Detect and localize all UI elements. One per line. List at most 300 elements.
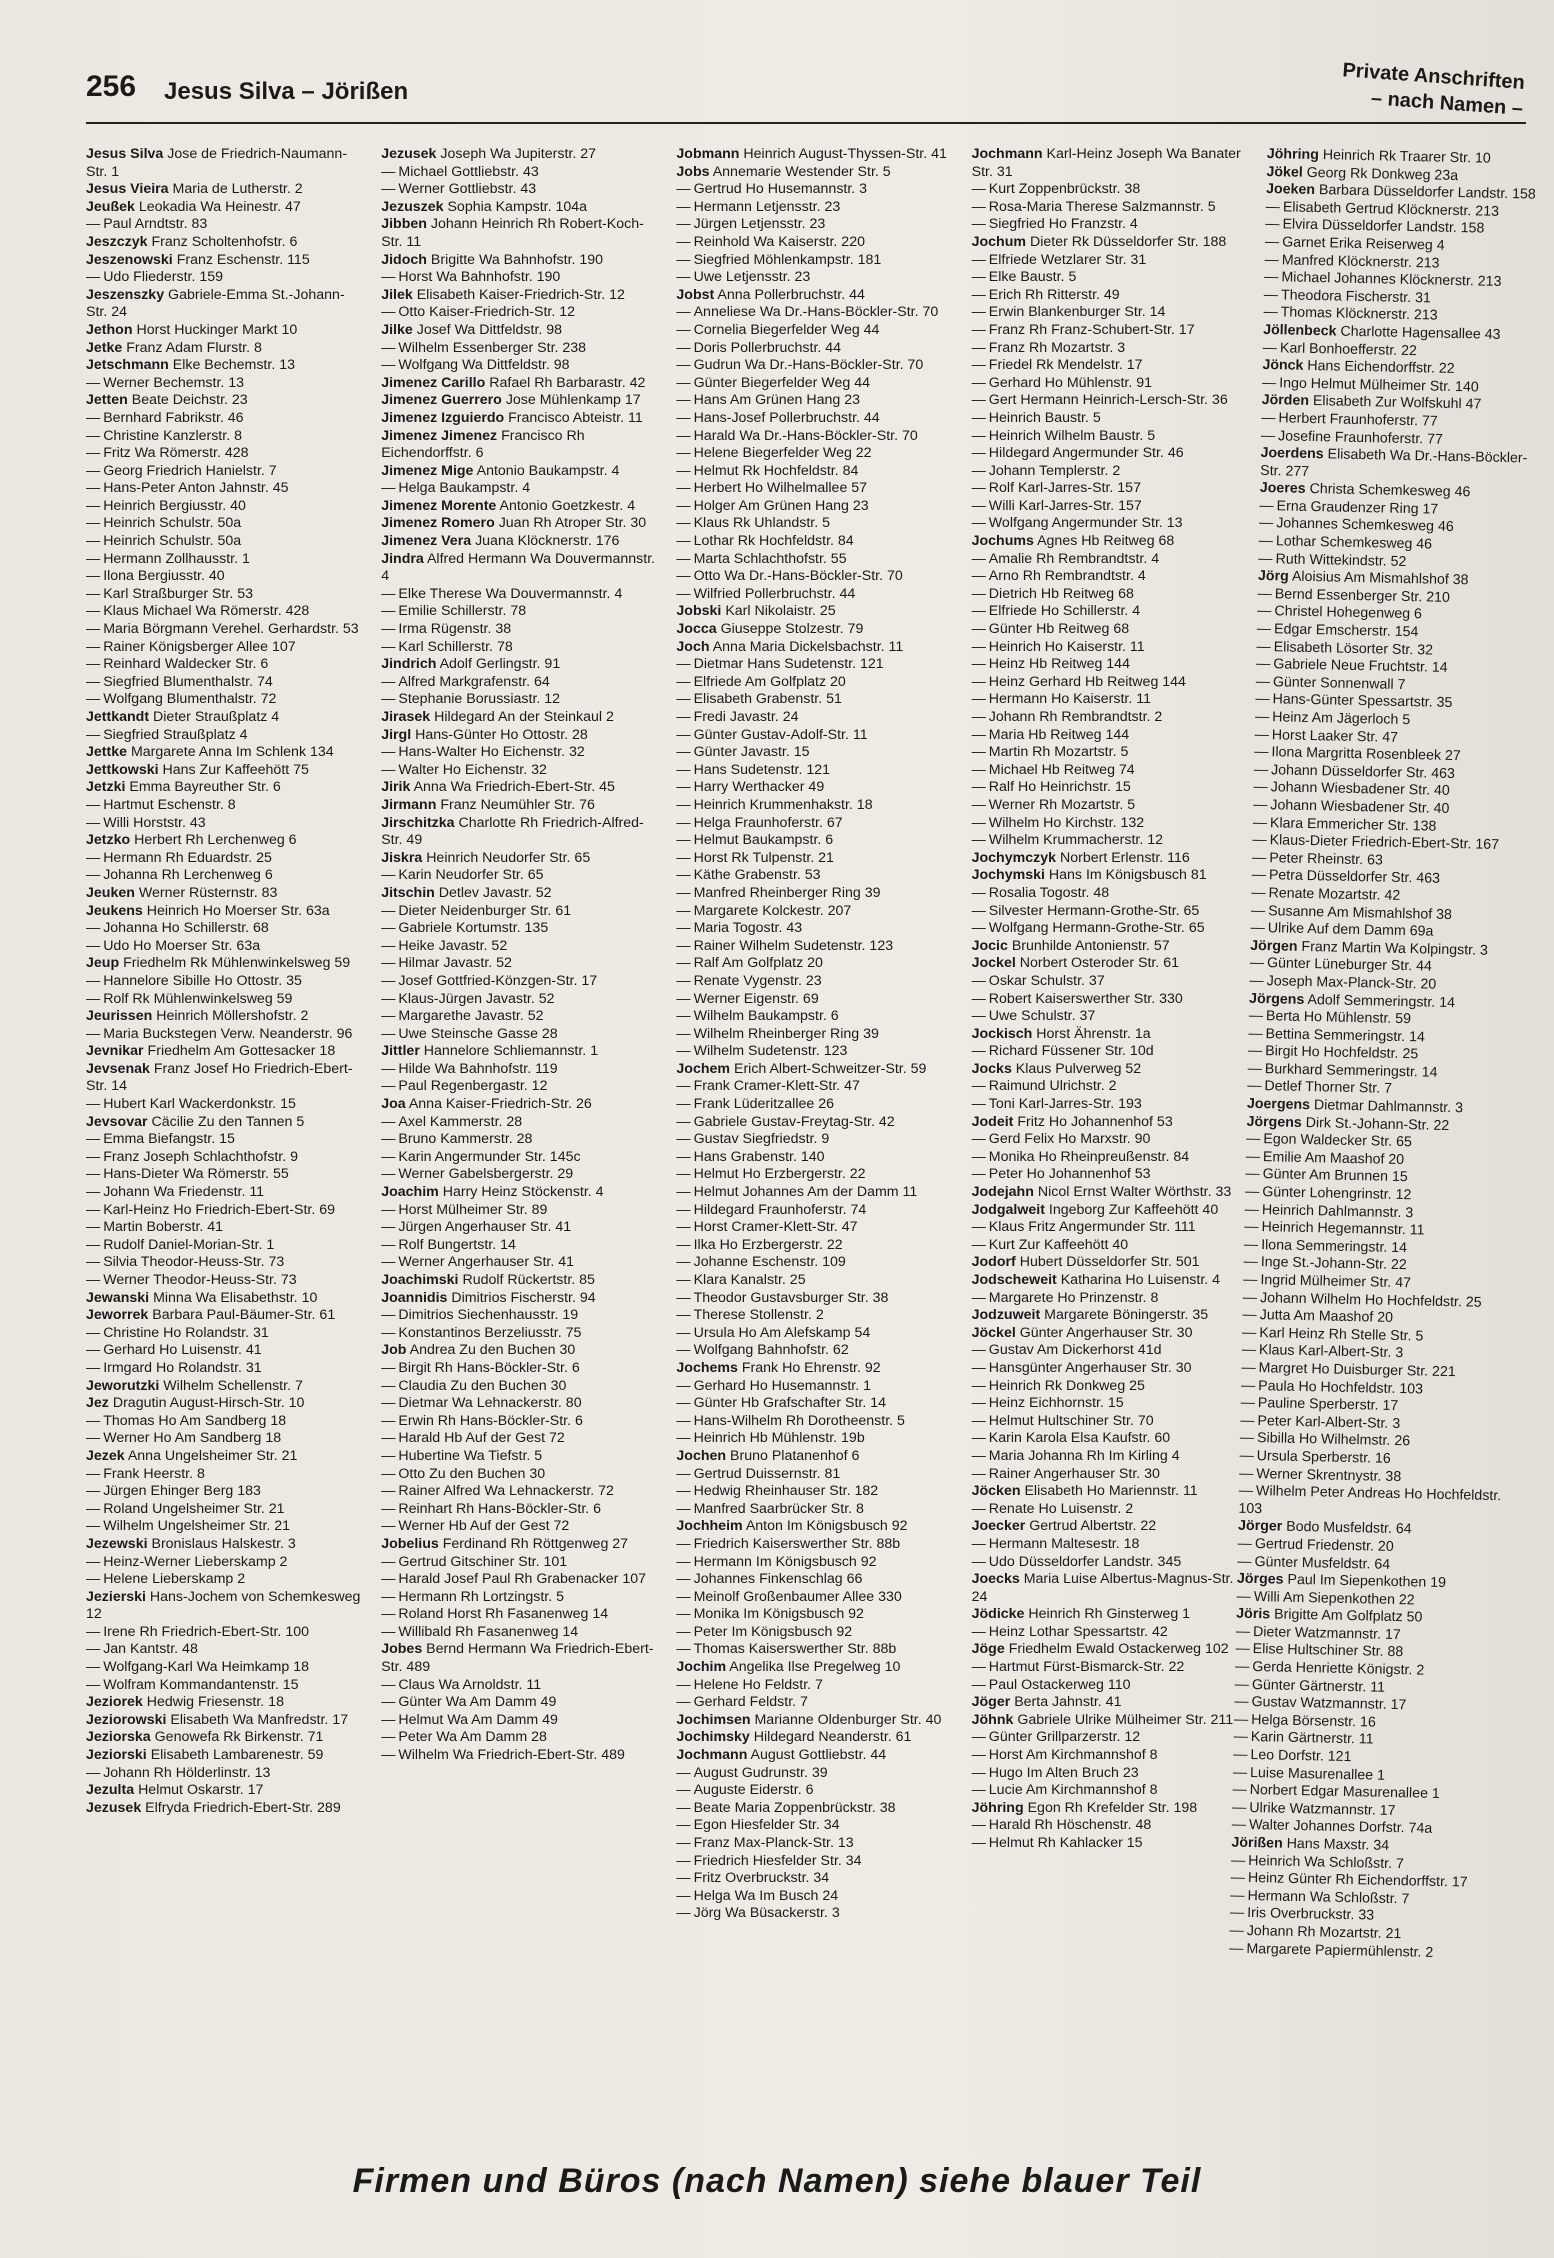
listing-entry: — Gertrud Duissernstr. 81: [676, 1465, 841, 1482]
entry-details: Werner Hb Auf der Gest 72: [398, 1518, 570, 1535]
entry-details: Uwe Steinsche Gasse 28: [398, 1025, 558, 1042]
entry-surname: Jimenez Jimenez: [381, 427, 498, 444]
entry-details: Heike Javastr. 52: [398, 937, 508, 954]
entry-details: Jürgen Ehinger Berg 183: [103, 1483, 261, 1500]
listing-entry: — Holger Am Grünen Hang 23: [676, 497, 869, 514]
section-title-line1: Private Anschriften: [1342, 59, 1526, 94]
listing-entry: — Hubertine Wa Tiefstr. 5: [381, 1447, 543, 1464]
listing-entry: — Uwe Schulstr. 37: [971, 1008, 1096, 1025]
listing-entry: — Auguste Eiderstr. 6: [676, 1782, 814, 1799]
listing-entry: [381, 709, 656, 727]
entry-details: Dieter Neidenburger Str. 61: [398, 902, 572, 919]
entry-details: Franz Martin Wa Kolpingstr. 3: [1301, 938, 1488, 959]
listing-entry: — Monika Im Königsbusch 92: [676, 1606, 864, 1623]
entry-details: Jutta Am Maashof 20: [1259, 1307, 1393, 1327]
listing-entry: [972, 1712, 1247, 1730]
entry-details: Egon Hiesfelder Str. 34: [693, 1817, 840, 1834]
entry-details: Walter Ho Eichenstr. 32: [398, 761, 547, 778]
entry-details: Hans Im Königsbusch 81: [1048, 867, 1207, 884]
listing-entry: — Margarete Ho Prinzenstr. 8: [971, 1289, 1159, 1306]
entry-details: Heinrich Möllershofstr. 2: [156, 1008, 309, 1025]
entry-details: Reinhart Rh Hans-Böckler-Str. 6: [398, 1500, 602, 1517]
listing-entry: — Johann Wiesbadener Str. 40: [1252, 796, 1450, 817]
entry-details: Kurt Zur Kaffeehött 40: [988, 1236, 1129, 1253]
entry-details: Heinrich Ho Moerser Str. 63a: [146, 902, 330, 919]
listing-entry: — Egon Waldecker Str. 65: [1245, 1131, 1412, 1151]
entry-surname: Jochymczyk: [971, 849, 1056, 866]
listing-entry: — Werner Bechemstr. 13: [86, 374, 245, 391]
listing-entry: [381, 779, 656, 797]
entry-details: Genowefa Rk Birkenstr. 71: [154, 1729, 324, 1746]
entry-details: Günter Sonnenwall 7: [1272, 674, 1406, 693]
entry-details: Cäcilie Zu den Tannen 5: [151, 1113, 305, 1130]
entry-surname: Jettkowski: [86, 761, 159, 778]
listing-entry: — Paul Regenbergastr. 12: [381, 1078, 548, 1095]
listing-entry: — Helmut Wa Am Damm 49: [381, 1711, 558, 1728]
listing-entry: — Claus Wa Arnoldstr. 11: [381, 1676, 542, 1693]
entry-details: Wilhelm Ungelsheimer Str. 21: [103, 1518, 291, 1535]
listing-entry: — Erwin Rh Hans-Böckler-Str. 6: [381, 1412, 583, 1429]
listing-entry: — Helga Fraunhoferstr. 67: [676, 814, 843, 831]
entry-details: Elke Therese Wa Douvermannstr. 4: [398, 585, 623, 602]
entry-details: Johannes Finkenschlag 66: [693, 1571, 863, 1588]
entry-details: Peter Wa Am Damm 28: [398, 1729, 547, 1746]
listing-entry: — Günter Gärtnerstr. 11: [1234, 1676, 1385, 1696]
listing-entry: — Reinhard Waldecker Str. 6: [86, 656, 269, 673]
entry-surname: Jeszenowski: [86, 251, 173, 268]
entry-details: Wolfgang Hermann-Grothe-Str. 65: [988, 920, 1205, 937]
entry-details: Helmut Rk Hochfeldstr. 84: [693, 462, 859, 479]
listing-entry: — Herbert Ho Wilhelmallee 57: [676, 480, 868, 497]
entry-details: Elisabeth Kaiser-Friedrich-Str. 12: [416, 286, 625, 303]
listing-entry: — Werner Gabelsbergerstr. 29: [381, 1166, 574, 1183]
entry-details: Minna Wa Elisabethstr. 10: [153, 1289, 318, 1306]
entry-surname: Jönck: [1262, 357, 1304, 374]
entry-surname: Jobelius: [381, 1535, 439, 1552]
entry-details: Karin Angermunder Str. 145c: [398, 1148, 581, 1165]
entry-surname: Jeworrek: [86, 1307, 149, 1324]
entry-details: Heinrich Ho Kaiserstr. 11: [988, 638, 1145, 655]
entry-details: Hans-Josef Pollerbruchstr. 44: [693, 409, 880, 426]
entry-details: Alfred Hermann Wa Douvermannstr. 4: [381, 550, 660, 585]
entry-details: Hermann Rh Lortzingstr. 5: [398, 1588, 564, 1605]
entry-surname: Jesus Silva: [86, 146, 164, 162]
entry-surname: Joa: [381, 1096, 406, 1113]
entry-details: Dietmar Wa Lehnackerstr. 80: [398, 1395, 582, 1412]
entry-details: Hermann Letjensstr. 23: [693, 198, 841, 215]
entry-details: Franz Max-Planck-Str. 13: [693, 1835, 854, 1851]
entry-details: Erwin Blankenburger Str. 14: [988, 304, 1166, 321]
listing-entry: [972, 850, 1247, 868]
listing-entry: — Raimund Ulrichstr. 2: [971, 1078, 1117, 1095]
listing-entry: [972, 1571, 1247, 1606]
listing-entry: — Harald Hb Auf der Gest 72: [381, 1430, 565, 1447]
entry-details: Elisabeth Lambarenestr. 59: [150, 1747, 324, 1764]
entry-surname: Jobski: [676, 603, 722, 620]
listing-entry: — Toni Karl-Jarres-Str. 193: [971, 1096, 1142, 1113]
entry-details: Ruth Wittekindstr. 52: [1275, 550, 1407, 570]
entry-details: Friedrich Hiesfelder Str. 34: [693, 1852, 862, 1869]
entry-details: Hugo Im Alten Bruch 23: [988, 1764, 1139, 1781]
entry-details: August Gottliebstr. 44: [750, 1747, 887, 1764]
listing-entry: — Peter Wa Am Damm 28: [381, 1729, 547, 1746]
listing-entry: — Frank Cramer-Klett-Str. 47: [676, 1078, 860, 1095]
entry-details: Ursula Ho Am Alefskamp 54: [693, 1324, 871, 1341]
listing-entry: — Otto Wa Dr.-Hans-Böckler-Str. 70: [676, 568, 903, 585]
listing-entry: — Käthe Grabenstr. 53: [676, 867, 821, 884]
entry-details: Ulrike Auf dem Damm 69a: [1267, 920, 1434, 940]
listing-entry: — Heinrich Wa Schloßstr. 7: [1230, 1852, 1404, 1872]
listing-entry: [972, 1518, 1247, 1536]
entry-surname: Jodorf: [971, 1254, 1016, 1271]
listing-entry: — Günter Lüneburger Str. 44: [1249, 955, 1432, 975]
entry-details: Helene Lieberskamp 2: [103, 1571, 246, 1588]
listing-entry: — Wolfgang-Karl Wa Heimkamp 18: [86, 1659, 309, 1676]
entry-details: Paula Ho Hochfeldstr. 103: [1257, 1377, 1424, 1398]
entry-details: Peter Rheinstr. 63: [1268, 849, 1383, 869]
entry-surname: Jörgen: [1249, 937, 1298, 955]
listing-entry: [972, 1272, 1247, 1290]
entry-details: Emilie Schillerstr. 78: [398, 603, 527, 620]
listing-entry: — August Gudrunstr. 39: [676, 1764, 828, 1781]
entry-details: Hans-Wilhelm Rh Dorotheenstr. 5: [693, 1412, 905, 1429]
entry-surname: Jeziorek: [86, 1694, 143, 1711]
listing-entry: — Helmut Rk Hochfeldstr. 84: [676, 462, 859, 479]
entry-details: Helene Ho Feldstr. 7: [693, 1676, 823, 1693]
entry-details: Theodora Fischerstr. 31: [1280, 287, 1431, 307]
entry-details: Peter Karl-Albert-Str. 3: [1257, 1412, 1401, 1432]
listing-entry: — Wilhelm Sudetenstr. 123: [676, 1043, 848, 1060]
entry-details: Wilhelm Peter Andreas Ho Hochfeldstr. 103: [1238, 1483, 1506, 1517]
entry-details: Günter Grillparzerstr. 12: [988, 1729, 1141, 1746]
listing-entry: — Lothar Schemkesweg 46: [1258, 532, 1433, 553]
entry-details: Brunhilde Antonienstr. 57: [1011, 937, 1170, 954]
section-title-line2: – nach Namen –: [1370, 87, 1525, 120]
entry-details: Günter Hb Reitweg 68: [988, 621, 1130, 638]
entry-details: Georg Rk Donkweg 23a: [1306, 164, 1459, 184]
listing-entry: — Christel Hohegenweg 6: [1256, 603, 1422, 623]
listing-entry: [381, 1096, 656, 1114]
listing-entry: — Cornelia Biegerfelder Weg 44: [676, 321, 880, 338]
entry-details: Barbara Düsseldorfer Landstr. 158: [1318, 182, 1536, 203]
listing-entry: — Iris Overbruckstr. 33: [1229, 1904, 1375, 1925]
entry-details: Wilhelm Essenberger Str. 238: [398, 339, 587, 356]
entry-surname: Jöris: [1235, 1605, 1271, 1623]
listing-entry: [86, 1536, 361, 1554]
listing-entry: — Josef Gottfried-Könzgen-Str. 17: [381, 972, 598, 989]
entry-surname: Jeziorska: [86, 1729, 151, 1746]
entry-details: Marta Schlachthofstr. 55: [693, 550, 847, 567]
entry-details: Siegfried Straußplatz 4: [103, 726, 248, 743]
entry-surname: Jöge: [971, 1641, 1005, 1658]
listing-entry: — Horst Am Kirchmannshof 8: [971, 1747, 1158, 1764]
listing-entry: [676, 287, 951, 305]
entry-details: Brigitte Am Golfplatz 50: [1273, 1606, 1423, 1626]
listing-entry: — Helmut Ho Erzbergerstr. 22: [676, 1166, 866, 1183]
entry-details: Gertrud Albertstr. 22: [1029, 1518, 1157, 1535]
listing-entry: — Georg Friedrich Hanielstr. 7: [86, 462, 277, 479]
listing-entry: — Ulrike Auf dem Damm 69a: [1250, 919, 1434, 940]
listing-entry: — Maria Togostr. 43: [676, 920, 803, 937]
entry-details: Holger Am Grünen Hang 23: [693, 497, 869, 514]
listing-entry: — Ilka Ho Erzbergerstr. 22: [676, 1236, 843, 1253]
listing-entry: [86, 762, 361, 780]
entry-details: Gerda Henriette Königstr. 2: [1251, 1659, 1425, 1679]
listing-entry: — Walter Ho Eichenstr. 32: [381, 761, 547, 778]
entry-details: Elfriede Am Golfplatz 20: [693, 673, 846, 690]
entry-surname: Jiskra: [381, 849, 423, 866]
entry-details: Klaus-Jürgen Javastr. 52: [398, 990, 555, 1007]
listing-entry: — Otto Zu den Buchen 30: [381, 1465, 546, 1482]
listing-entry: [381, 1641, 656, 1676]
listing-entry: — Theodora Fischerstr. 31: [1263, 286, 1431, 307]
entry-details: Walter Johannes Dorfstr. 74a: [1248, 1817, 1433, 1838]
entry-details: Inge St.-Johann-Str. 22: [1260, 1254, 1407, 1274]
entry-details: Axel Kammerstr. 28: [398, 1113, 523, 1130]
entry-details: Johann Wa Friedenstr. 11: [103, 1184, 265, 1201]
entry-details: Heinrich Neudorfer Str. 65: [426, 849, 591, 866]
listing-entry: [972, 146, 1247, 181]
listing-entry: — Helga Wa Im Busch 24: [676, 1887, 839, 1904]
listing-entry: — Wilhelm Rheinberger Ring 39: [676, 1025, 879, 1042]
entry-details: Luise Masurenallee 1: [1249, 1764, 1385, 1784]
entry-surname: Jettkandt: [86, 709, 150, 725]
entry-details: Günter Wa Am Damm 49: [398, 1694, 557, 1711]
footer-note: Firmen und Büros (nach Namen) siehe blauer Teil: [352, 2162, 1202, 2200]
listing-entry: — Heinrich Dahlmannstr. 3: [1244, 1201, 1414, 1221]
listing-entry: — Günter Grillparzerstr. 12: [971, 1729, 1141, 1746]
listing-entry: [972, 867, 1247, 885]
listing-entry: — Johann Wa Friedenstr. 11: [86, 1184, 265, 1201]
entry-details: Uwe Schulstr. 37: [988, 1008, 1096, 1025]
listing-entry: [86, 1712, 361, 1730]
listing-entry: — Klaus-Jürgen Javastr. 52: [381, 990, 555, 1007]
entry-details: Gert Hermann Heinrich-Lersch-Str. 36: [988, 392, 1228, 409]
listing-entry: — Elisabeth Gertrud Klöcknerstr. 213: [1265, 198, 1499, 220]
entry-details: Burkhard Semmeringstr. 14: [1264, 1061, 1438, 1081]
entry-details: Heinz Lothar Spessartstr. 42: [988, 1623, 1168, 1640]
listing-entry: [676, 1712, 951, 1730]
listing-entry: — Heike Javastr. 52: [381, 937, 508, 954]
listing-entry: — Gert Hermann Heinrich-Lersch-Str. 36: [971, 392, 1228, 409]
entry-details: Wolfgang Bahnhofstr. 62: [693, 1342, 849, 1359]
entry-details: Claudia Zu den Buchen 30: [398, 1377, 567, 1394]
listing-entry: — Silvia Theodor-Heuss-Str. 73: [86, 1254, 285, 1271]
entry-details: Karl-Heinz Ho Friedrich-Ebert-Str. 69: [103, 1201, 335, 1218]
listing-entry: [972, 1694, 1247, 1712]
listing-entry: [381, 885, 656, 903]
entry-details: Heinrich Schulstr. 50a: [103, 515, 242, 532]
entry-details: Horst Wa Bahnhofstr. 190: [398, 269, 561, 286]
entry-details: Karl Bonhoefferstr. 22: [1279, 339, 1417, 359]
entry-details: Erna Graudenzer Ring 17: [1276, 498, 1439, 518]
entry-details: Ralf Am Golfplatz 20: [693, 955, 823, 972]
listing-entry: — Frank Lüderitzallee 26: [676, 1096, 834, 1113]
entry-details: Hans Sudetenstr. 121: [693, 761, 831, 778]
entry-surname: Jimenez Romero: [381, 515, 495, 532]
entry-details: Rainer Alfred Wa Lehnackerstr. 72: [398, 1483, 614, 1500]
listing-entry: — Karl-Heinz Ho Friedrich-Ebert-Str. 69: [86, 1201, 335, 1218]
entry-details: Bronislaus Halskestr. 3: [151, 1535, 296, 1552]
entry-surname: Jobmann: [676, 146, 740, 162]
entry-details: Franz Rh Franz-Schubert-Str. 17: [988, 321, 1195, 338]
listing-entry: — Sibilla Ho Wilhelmstr. 26: [1239, 1430, 1411, 1450]
entry-details: Therese Stollenstr. 2: [693, 1307, 824, 1324]
entry-details: Dieter Watzmannstr. 17: [1252, 1623, 1401, 1644]
listing-entry: — Johannes Schemkesweg 46: [1258, 515, 1454, 536]
listing-entry: — Bernd Essenberger Str. 210: [1257, 585, 1450, 606]
entry-details: Garnet Erika Reiserweg 4: [1281, 234, 1445, 254]
listing-entry: [86, 709, 361, 727]
listing-entry: — Herbert Fraunhoferstr. 77: [1260, 409, 1438, 430]
listing-column-5: [1225, 146, 1542, 2151]
listing-entry: — Elise Hultschiner Str. 88: [1235, 1641, 1404, 1661]
listing-entry: — Heinz Hb Reitweg 144: [971, 656, 1130, 673]
entry-surname: Jeworutzki: [86, 1377, 160, 1394]
listing-entry: — Franz Max-Planck-Str. 13: [676, 1835, 854, 1851]
entry-details: Elisabeth Wa Dr.-Hans-Böckler-Str. 277: [1259, 446, 1528, 480]
entry-details: Rudolf Daniel-Morian-Str. 1: [103, 1236, 275, 1253]
entry-details: Gerhard Ho Husemannstr. 1: [693, 1377, 872, 1394]
listing-entry: [86, 955, 361, 973]
entry-surname: Jörgens: [1246, 1113, 1302, 1131]
entry-details: Francisco Abteistr. 11: [508, 409, 643, 426]
listing-entry: [676, 1729, 951, 1747]
entry-details: Friedhelm Rk Mühlenwinkelsweg 59: [123, 955, 351, 972]
listing-entry: — Gustav Watzmannstr. 17: [1234, 1693, 1407, 1714]
entry-surname: Jimenez Morente: [381, 497, 497, 514]
entry-details: Wilhelm Ho Kirchstr. 132: [988, 814, 1145, 831]
entry-details: Johann Heinrich Rh Robert-Koch-Str. 11: [381, 216, 644, 250]
listing-entry: [86, 885, 361, 903]
entry-details: Gabriele Ulrike Mülheimer Str. 211: [1017, 1711, 1234, 1728]
listing-entry: — Petra Düsseldorfer Str. 463: [1251, 867, 1440, 888]
entry-details: Manfred Klöcknerstr. 213: [1281, 251, 1440, 272]
entry-details: Ferdinand Rh Röttgenweg 27: [442, 1535, 629, 1552]
entry-details: Beate Maria Zoppenbrückstr. 38: [693, 1799, 896, 1816]
entry-surname: Jezierski: [86, 1588, 146, 1605]
listing-entry: — Johannes Finkenschlag 66: [676, 1571, 863, 1588]
entry-details: Francisco Rh Eichendorffstr. 6: [381, 427, 589, 462]
listing-entry: [86, 1782, 361, 1800]
entry-details: Hans Grabenstr. 140: [693, 1148, 825, 1165]
entry-details: Jörg Wa Büsackerstr. 3: [693, 1905, 840, 1922]
listing-entry: — Hans-Dieter Wa Römerstr. 55: [86, 1166, 289, 1183]
entry-details: Berta Jahnstr. 41: [1014, 1694, 1122, 1711]
entry-details: Ursula Sperberstr. 16: [1256, 1448, 1391, 1467]
listing-entry: — Jörg Wa Büsackerstr. 3: [676, 1905, 840, 1922]
entry-surname: Jetschmann: [86, 357, 169, 374]
listing-entry: — Elisabeth Lösorter Str. 32: [1256, 638, 1433, 659]
listing-entry: — Maria Hb Reitweg 144: [971, 726, 1130, 743]
entry-details: Werner Gabelsbergerstr. 29: [398, 1166, 574, 1183]
listing-entry: — Franz Joseph Schlachthofstr. 9: [86, 1148, 298, 1165]
entry-details: Hermann Maltesestr. 18: [988, 1535, 1140, 1552]
entry-surname: Jodzuweit: [971, 1307, 1041, 1324]
entry-details: Hermann Zollhausstr. 1: [103, 550, 250, 567]
listing-entry: — Franz Rh Franz-Schubert-Str. 17: [971, 321, 1195, 338]
entry-details: Margarete Ho Prinzenstr. 8: [988, 1289, 1159, 1306]
listing-entry: — Bettina Semmeringstr. 14: [1248, 1025, 1425, 1046]
listing-entry: [381, 322, 656, 340]
entry-details: Joseph Max-Planck-Str. 20: [1266, 973, 1437, 993]
entry-details: Klaus-Dieter Friedrich-Ebert-Str. 167: [1269, 832, 1500, 854]
entry-details: Antonio Goetzkestr. 4: [499, 497, 636, 514]
listing-entry: — Heinrich Hb Mühlenstr. 19b: [676, 1430, 865, 1447]
listing-entry: [381, 1184, 656, 1202]
entry-details: Reinhard Waldecker Str. 6: [103, 656, 269, 673]
entry-details: Wilhelm Rheinberger Ring 39: [693, 1025, 879, 1042]
listing-entry: — Hans Sudetenstr. 121: [676, 761, 831, 778]
entry-details: Klara Emmericher Str. 138: [1269, 814, 1437, 835]
entry-details: Katharina Ho Luisenstr. 4: [1060, 1272, 1221, 1288]
entry-details: Klaus Rk Uhlandstr. 5: [693, 515, 831, 532]
listing-entry: — Hans Grabenstr. 140: [676, 1148, 825, 1165]
listing-entry: [972, 1202, 1247, 1220]
entry-surname: Jimenez Izguierdo: [381, 409, 505, 426]
entry-surname: Jeuken: [86, 884, 135, 901]
listing-entry: — Johann Rh Hölderlinstr. 13: [86, 1764, 271, 1781]
entry-details: Gabriele-Emma St.-Johann-Str. 24: [86, 286, 345, 321]
entry-details: Erich Albert-Schweitzer-Str. 59: [733, 1060, 927, 1077]
entry-surname: Jetke: [86, 339, 123, 356]
entry-details: Helga Börsenstr. 16: [1250, 1711, 1376, 1731]
entry-details: Leo Dorfstr. 121: [1250, 1747, 1352, 1766]
listing-entry: — Hermann Maltesestr. 18: [971, 1535, 1140, 1552]
entry-surname: Jobes: [381, 1641, 423, 1658]
entry-details: Egon Rh Krefelder Str. 198: [1027, 1799, 1198, 1816]
listing-entry: — Josefine Fraunhoferstr. 77: [1260, 427, 1443, 448]
entry-details: Dieter Rk Düsseldorfer Str. 188: [1029, 233, 1227, 250]
listing-entry: [676, 603, 951, 621]
entry-details: Manfred Saarbrücker Str. 8: [693, 1500, 864, 1517]
listing-entry: — Dieter Neidenburger Str. 61: [381, 902, 572, 919]
listing-entry: — Helene Ho Feldstr. 7: [676, 1676, 823, 1693]
entry-surname: Jocks: [971, 1060, 1012, 1077]
listing-entry: — Richard Füssener Str. 10d: [971, 1043, 1154, 1060]
entry-details: Otto Kaiser-Friedrich-Str. 12: [398, 304, 575, 321]
entry-surname: Job: [381, 1342, 407, 1359]
listing-entry: — Horst Laaker Str. 47: [1254, 726, 1398, 746]
entry-surname: Jörges: [1236, 1570, 1284, 1588]
listing-entry: — Gertrud Friedenstr. 20: [1237, 1535, 1394, 1555]
entry-details: Anneliese Wa Dr.-Hans-Böckler-Str. 70: [693, 304, 939, 321]
entry-details: Margarete Kolckestr. 207: [693, 902, 852, 919]
entry-details: Wilhelm Wa Friedrich-Ebert-Str. 489: [398, 1747, 625, 1764]
entry-details: Egon Waldecker Str. 65: [1263, 1131, 1412, 1151]
listing-entry: — Peter Karl-Albert-Str. 3: [1239, 1412, 1401, 1432]
listing-entry: — Hubert Karl Wackerdonkstr. 15: [86, 1096, 296, 1113]
entry-details: Maria Johanna Rh Im Kirling 4: [988, 1447, 1180, 1464]
listing-entry: — Margret Ho Duisburger Str. 221: [1241, 1359, 1456, 1381]
entry-details: Leokadia Wa Heinestr. 47: [138, 198, 301, 215]
listing-entry: — Hilde Wa Bahnhofstr. 119: [381, 1060, 558, 1077]
listing-entry: — Christine Ho Rolandstr. 31: [86, 1324, 269, 1341]
entry-details: Karin Gärtnerstr. 11: [1250, 1729, 1374, 1749]
entry-surname: Joeken: [1265, 181, 1315, 199]
entry-details: Werner Rh Mozartstr. 5: [988, 796, 1136, 813]
entry-details: Karl Nikolaistr. 25: [725, 603, 836, 620]
entry-surname: Jittler: [381, 1043, 420, 1060]
entry-details: Horst Ährenstr. 1a: [1036, 1025, 1151, 1042]
listing-entry: — Heinrich Bergiusstr. 40: [86, 497, 246, 514]
listing-entry: — Erna Graudenzer Ring 17: [1259, 497, 1439, 518]
listing-entry: [381, 287, 656, 305]
entry-details: Robert Kaiserswerther Str. 330: [988, 990, 1183, 1007]
entry-details: Bruno Kammerstr. 28: [398, 1131, 533, 1148]
entry-details: Johann Rh Mozartstr. 21: [1246, 1922, 1402, 1943]
entry-details: Bettina Semmeringstr. 14: [1265, 1025, 1425, 1046]
